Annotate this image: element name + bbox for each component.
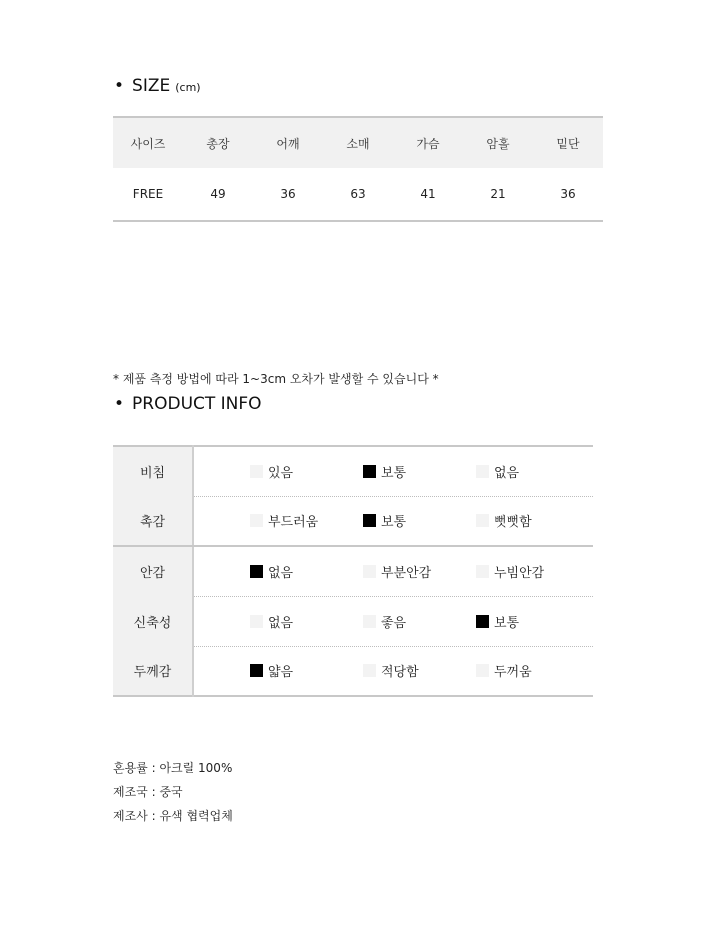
size-table <box>113 116 603 222</box>
size-heading <box>114 76 201 96</box>
info-option <box>363 661 476 680</box>
size-header-cell: 암홀 <box>463 117 533 168</box>
info-row-label: 신축성 <box>113 596 193 646</box>
info-row-label: 촉감 <box>113 496 193 546</box>
size-header-row <box>113 117 603 168</box>
info-row-see-through <box>113 446 593 496</box>
info-option <box>363 612 476 631</box>
info-option <box>476 612 589 631</box>
option-label: 부분안감 <box>381 565 432 581</box>
size-header-cell: 소매 <box>323 117 393 168</box>
info-option <box>476 562 589 581</box>
size-title: SIZE <box>132 76 171 96</box>
checkbox-icon <box>476 664 489 677</box>
size-header-cell: 사이즈 <box>113 117 183 168</box>
size-cell: 63 <box>323 168 393 221</box>
info-row-label: 안감 <box>113 546 193 596</box>
size-cell: 41 <box>393 168 463 221</box>
maker-text: 제조사 : 유색 협력업체 <box>113 809 233 823</box>
checkbox-checked-icon <box>250 565 263 578</box>
option-label: 없음 <box>268 615 294 631</box>
size-cell: FREE <box>113 168 183 221</box>
info-row-lining <box>113 546 593 596</box>
info-option <box>250 511 363 530</box>
checkbox-checked-icon <box>476 615 489 628</box>
size-header-cell: 밑단 <box>533 117 603 168</box>
material-text: 혼용률 : 아크릴 100% <box>113 761 233 775</box>
info-option <box>250 462 363 481</box>
size-cell: 36 <box>533 168 603 221</box>
option-label: 두꺼움 <box>494 665 532 681</box>
option-label: 보통 <box>494 615 520 631</box>
option-label: 보통 <box>381 465 407 481</box>
info-option <box>250 661 363 680</box>
checkbox-checked-icon <box>363 514 376 527</box>
product-info-heading <box>114 394 262 414</box>
option-label: 얇음 <box>268 665 294 681</box>
info-option <box>250 612 363 631</box>
info-option <box>250 562 363 581</box>
size-cell: 21 <box>463 168 533 221</box>
info-row-thickness <box>113 646 593 696</box>
info-row-stretch <box>113 596 593 646</box>
option-label: 부드러움 <box>268 515 319 531</box>
option-label: 있음 <box>268 465 294 481</box>
info-row-label: 두께감 <box>113 646 193 696</box>
checkbox-icon <box>363 664 376 677</box>
info-option <box>363 462 476 481</box>
checkbox-icon <box>250 615 263 628</box>
checkbox-icon <box>363 565 376 578</box>
info-row-texture <box>113 496 593 546</box>
checkbox-icon <box>476 565 489 578</box>
checkbox-icon <box>250 465 263 478</box>
option-label: 보통 <box>381 515 407 531</box>
info-row-label: 비침 <box>113 446 193 496</box>
info-option <box>476 462 589 481</box>
info-option <box>476 511 589 530</box>
info-option <box>363 511 476 530</box>
product-info-table <box>113 445 593 697</box>
checkbox-checked-icon <box>363 465 376 478</box>
info-option <box>476 661 589 680</box>
measurement-note: * 제품 측정 방법에 따라 1~3cm 오차가 발생할 수 있습니다 * <box>113 372 439 386</box>
bullet: • <box>114 76 125 96</box>
bullet: • <box>114 394 125 414</box>
option-label: 적당함 <box>381 665 419 681</box>
option-label: 누빔안감 <box>494 565 545 581</box>
option-label: 없음 <box>494 465 520 481</box>
checkbox-icon <box>250 514 263 527</box>
option-label: 좋음 <box>381 615 407 631</box>
checkbox-icon <box>363 615 376 628</box>
option-label: 없음 <box>268 565 294 581</box>
checkbox-icon <box>476 514 489 527</box>
size-unit: (cm) <box>175 81 201 94</box>
size-header-cell: 총장 <box>183 117 253 168</box>
checkbox-icon <box>476 465 489 478</box>
size-data-row <box>113 168 603 221</box>
option-label: 뻣뻣함 <box>494 515 532 531</box>
product-meta <box>113 756 233 828</box>
checkbox-checked-icon <box>250 664 263 677</box>
size-header-cell: 가슴 <box>393 117 463 168</box>
product-info-title: PRODUCT INFO <box>132 394 262 414</box>
size-cell: 36 <box>253 168 323 221</box>
origin-text: 제조국 : 중국 <box>113 785 183 799</box>
size-header-cell: 어깨 <box>253 117 323 168</box>
info-option <box>363 562 476 581</box>
size-cell: 49 <box>183 168 253 221</box>
